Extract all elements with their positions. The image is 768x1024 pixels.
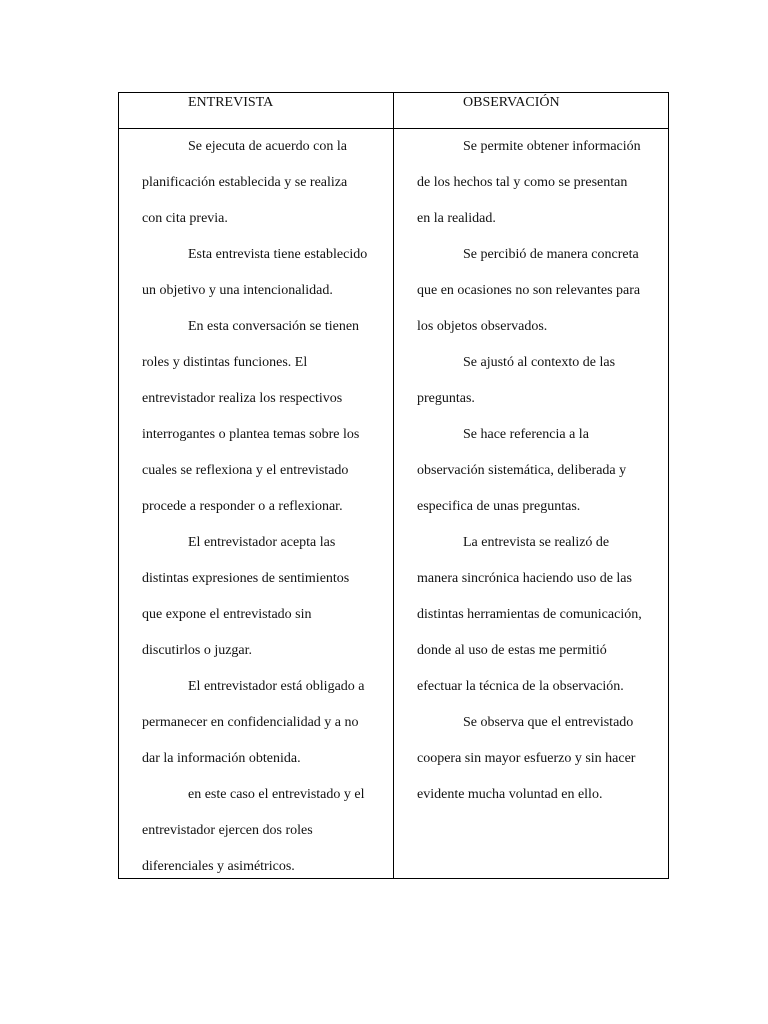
observacion-paragraph xyxy=(417,237,665,345)
entrevista-paragraph-line xyxy=(142,129,390,165)
entrevista-paragraph xyxy=(142,309,390,525)
entrevista-paragraph-line: distintas expresiones de sentimientos xyxy=(142,571,350,586)
observacion-paragraph-line: en la realidad. xyxy=(417,211,496,226)
entrevista-paragraph xyxy=(142,525,390,669)
observacion-paragraph-line: especifica de unas preguntas. xyxy=(417,499,581,514)
entrevista-paragraph-line: con cita previa. xyxy=(142,211,228,226)
observacion-paragraph xyxy=(417,705,665,813)
observacion-paragraph-line: de los hechos tal y como se presentan xyxy=(417,175,628,190)
entrevista-paragraph-text: En esta conversación se tienen xyxy=(188,319,360,334)
observacion-paragraph-line: coopera sin mayor esfuerzo y sin hacer xyxy=(417,751,636,766)
entrevista-paragraph-line xyxy=(142,237,390,273)
entrevista-paragraph-line: que expone el entrevistado sin xyxy=(142,607,312,622)
comparison-table xyxy=(118,92,669,879)
entrevista-paragraph-text: El entrevistador está obligado a xyxy=(188,679,365,694)
entrevista-paragraph-text: Se ejecuta de acuerdo con la xyxy=(188,139,347,154)
observacion-paragraph-line: donde al uso de estas me permitió xyxy=(417,643,607,658)
entrevista-paragraph-line: un objetivo y una intencionalidad. xyxy=(142,283,333,298)
observacion-paragraph-line: que en ocasiones no son relevantes para xyxy=(417,283,641,298)
entrevista-paragraph-line xyxy=(142,669,390,705)
entrevista-paragraph-line: diferenciales y asimétricos. xyxy=(142,859,295,874)
column-divider xyxy=(393,93,394,878)
entrevista-paragraph-line: discutirlos o juzgar. xyxy=(142,643,253,658)
entrevista-paragraph-line: permanecer en confidencialidad y a no xyxy=(142,715,359,730)
observacion-paragraph-line xyxy=(417,237,665,273)
observacion-paragraph-line: preguntas. xyxy=(417,391,475,406)
entrevista-paragraph-text: El entrevistador acepta las xyxy=(188,535,336,550)
observacion-column xyxy=(417,129,665,813)
entrevista-paragraph xyxy=(142,669,390,777)
entrevista-paragraph-line xyxy=(142,309,390,345)
entrevista-paragraph-line: entrevistador realiza los respectivos xyxy=(142,391,343,406)
observacion-paragraph-line: distintas herramientas de comunicación, xyxy=(417,607,642,622)
observacion-paragraph xyxy=(417,525,665,705)
observacion-paragraph-line xyxy=(417,345,665,381)
observacion-paragraph-line xyxy=(417,417,665,453)
entrevista-paragraph-line: roles y distintas funciones. El xyxy=(142,355,308,370)
observacion-paragraph-line xyxy=(417,525,665,561)
observacion-paragraph-text: Se percibió de manera concreta xyxy=(463,247,639,262)
entrevista-paragraph xyxy=(142,777,390,885)
observacion-paragraph-text: Se permite obtener información xyxy=(463,139,641,154)
observacion-paragraph-line: manera sincrónica haciendo uso de las xyxy=(417,571,632,586)
observacion-paragraph-line: observación sistemática, deliberada y xyxy=(417,463,627,478)
observacion-paragraph xyxy=(417,417,665,525)
observacion-paragraph-line: efectuar la técnica de la observación. xyxy=(417,679,624,694)
entrevista-paragraph-line xyxy=(142,777,390,813)
header-observacion: OBSERVACIÓN xyxy=(463,95,560,110)
observacion-paragraph-line: los objetos observados. xyxy=(417,319,548,334)
entrevista-paragraph-line: planificación establecida y se realiza xyxy=(142,175,348,190)
observacion-paragraph-line: evidente mucha voluntad en ello. xyxy=(417,787,603,802)
observacion-paragraph-line xyxy=(417,705,665,741)
observacion-paragraph xyxy=(417,345,665,417)
entrevista-paragraph-text: en este caso el entrevistado y el xyxy=(188,787,365,802)
observacion-paragraph-line xyxy=(417,129,665,165)
entrevista-paragraph-text: Esta entrevista tiene establecido xyxy=(188,247,368,262)
entrevista-paragraph xyxy=(142,129,390,237)
entrevista-paragraph-line: entrevistador ejercen dos roles xyxy=(142,823,313,838)
entrevista-paragraph-line xyxy=(142,525,390,561)
header-entrevista: ENTREVISTA xyxy=(188,95,274,110)
entrevista-paragraph xyxy=(142,237,390,309)
entrevista-column xyxy=(142,129,390,885)
entrevista-paragraph-line: interrogantes o plantea temas sobre los xyxy=(142,427,360,442)
observacion-paragraph-text: La entrevista se realizó de xyxy=(463,535,610,550)
observacion-paragraph xyxy=(417,129,665,237)
observacion-paragraph-text: Se ajustó al contexto de las xyxy=(463,355,616,370)
entrevista-paragraph-line: procede a responder o a reflexionar. xyxy=(142,499,343,514)
observacion-paragraph-text: Se observa que el entrevistado xyxy=(463,715,634,730)
entrevista-paragraph-line: cuales se reflexiona y el entrevistado xyxy=(142,463,349,478)
entrevista-paragraph-line: dar la información obtenida. xyxy=(142,751,301,766)
observacion-paragraph-text: Se hace referencia a la xyxy=(463,427,589,442)
